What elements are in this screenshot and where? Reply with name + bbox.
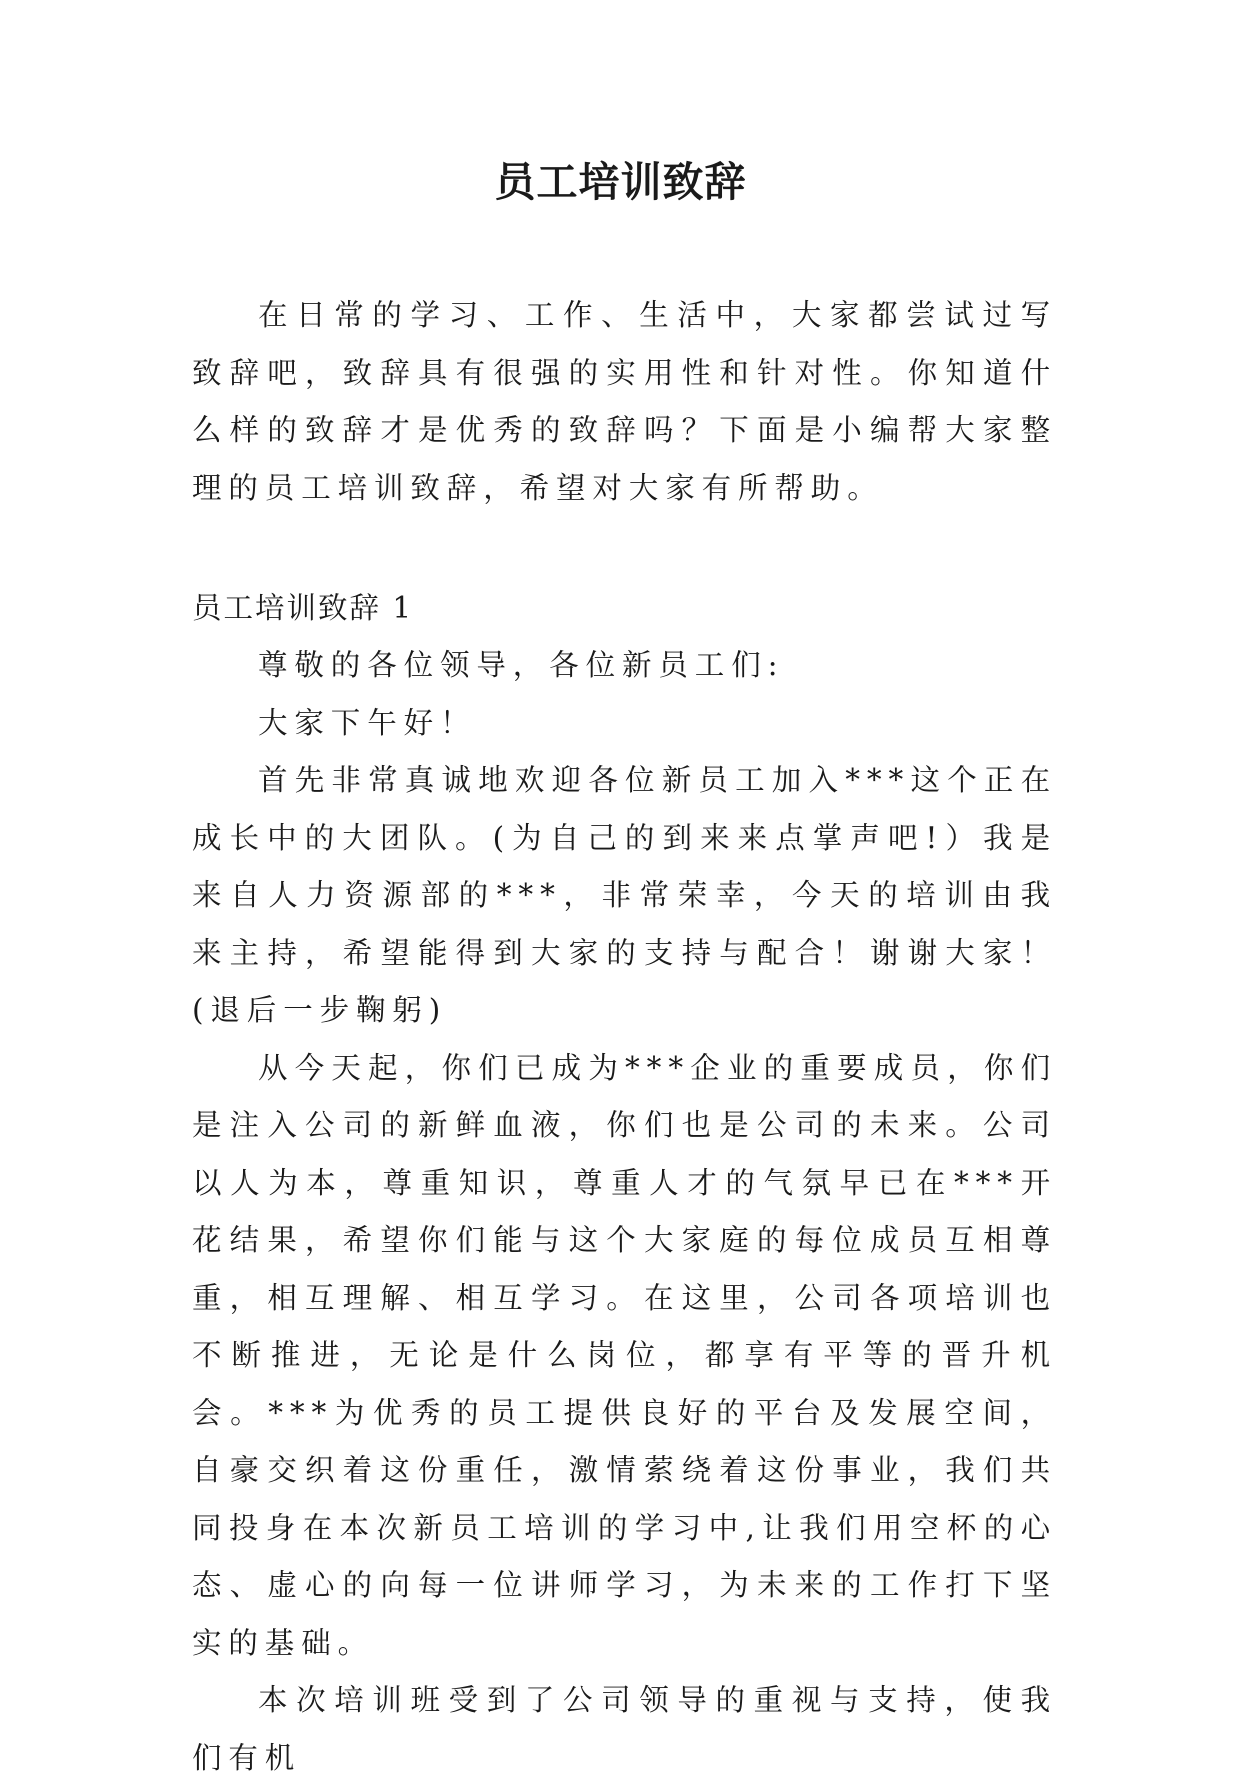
welcome-paragraph: 首先非常真诚地欢迎各位新员工加入***这个正在成长中的大团队。(为自己的到来来点掌声吧!）我是来自人力资源部的***，非常荣幸，今天的培训由我来主持，希望能得到大家的支持与配合！谢谢大家！(退后一步鞠躬) [192,763,1057,1027]
speech-body [192,637,1057,1787]
document-title: 员工培训致辞 [494,158,747,206]
section-heading: 员工培训致辞 1 [192,591,414,625]
greeting-paragraph: 大家下午好！ [258,705,477,740]
training-paragraph: 本次培训班受到了公司领导的重视与支持，使我们有机 [192,1683,1057,1775]
salutation-paragraph: 尊敬的各位领导，各位新员工们: [258,648,785,682]
company-paragraph: 从今天起，你们已成为***企业的重要成员，你们是注入公司的新鲜血液，你们也是公司的未来。公司以人为本，尊重知识，尊重人才的气氛早已在***开花结果，希望你们能与这个大家庭的每位成员互相尊重，相互理解、相互学习。在这里，公司各项培训也不断推进，无论是什么岗位，都享有平等的晋升机会。***为优秀的员工提供良好的平台及发展空间，自豪交织着这份重任，激情萦绕着这份事业，我们共同投身在本次新员工培训的学习中,让我们用空杯的心态、虚心的向每一位讲师学习，为未来的工作打下坚实的基础。 [192,1050,1057,1660]
intro-paragraph: 在日常的学习、工作、生活中，大家都尝试过写致辞吧，致辞具有很强的实用性和针对性。你知道什么样的致辞才是优秀的致辞吗？下面是小编帮大家整理的员工培训致辞，希望对大家有所帮助。 [192,298,1057,505]
